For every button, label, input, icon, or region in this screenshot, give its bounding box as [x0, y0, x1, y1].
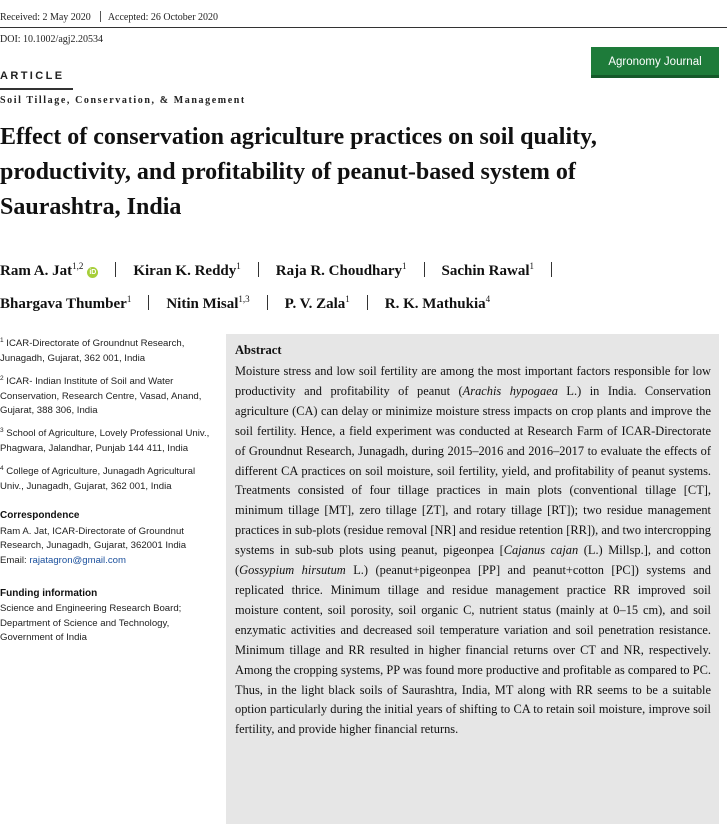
author[interactable]: Raja R. Choudhary$^1$: [275, 261, 407, 279]
received-date: Received: 2 May 2020: [0, 12, 91, 23]
author[interactable]: P. V. Zala$^1$: [284, 294, 350, 312]
affiliation: $^4$ College of Agriculture, Junagadh Agricultural Univ., Junagadh, Gujarat, 362 001, India: [0, 465, 196, 492]
article-type-rule: [0, 88, 73, 90]
correspondence-text: Ram A. Jat, ICAR-Directorate of Groundnut Research, Junagadh, Gujarat, 362001 India: [0, 525, 187, 552]
article-title: Effect of conservation agriculture practices on soil quality, productivity, and profitability of peanut-based system of Saurashtra, India: [0, 124, 597, 220]
author[interactable]: Sachin Rawal$^1$: [441, 261, 534, 279]
funding-heading: Funding information: [0, 588, 98, 600]
author-divider: [367, 295, 368, 310]
author[interactable]: Kiran K. Reddy$^1$: [133, 261, 241, 279]
divider: [100, 11, 101, 22]
article-type-label: ARTICLE: [0, 70, 65, 82]
author[interactable]: R. K. Mathukia$^4$: [384, 294, 491, 312]
accepted-date: Accepted: 26 October 2020: [107, 12, 219, 23]
author-divider: [148, 295, 149, 310]
author-list: [0, 252, 728, 318]
journal-name-badge[interactable]: Agronomy Journal: [591, 47, 719, 78]
orcid-icon[interactable]: iD: [89, 269, 97, 276]
affiliation: $^1$ ICAR-Directorate of Groundnut Research, Junagadh, Gujarat, 362 001, India: [0, 337, 185, 364]
abstract-text: Moisture stress and low soil fertility are among the most important factors responsible for low productivity and profitability of peanut (Arachis hypogaea L.) in India. Conservation agriculture (CA) can delay or minimize moisture stress impacts on crop plants and improve the soil fertility. Hence, a field experiment was conducted at Research Farm of ICAR-Directorate of Groundnut Research, Junagadh, during 2015–2016 and 2016–2017 to evaluate the effects of different CA practices on soil moisture, soil fertility, yield, and profitability of peanut systems. Treatments consisted of four tillage practices in main plots (conventional tillage [CT], minimum tillage [MT], zero tillage [ZT], and rotary tillage [RT]); two residue management practices in sub-plots (residue removal [NR] and residue retention [RR]), and two intercropping systems in sub-sub plots using peanut, pigeonpea [Cajanus cajan (L.) Millsp.], and cotton (Gossypium hirsutum L.) (peanut+pigeonpea [PP] and peanut+cotton [PC]) systems and replicated thrice. Minimum tillage and residue management practice RR improved soil moisture content, soil porosity, soil organic C, nutrient status (mainly at 0–15 cm), and soil enzymatic activities and decreased soil temperature variation and soil penetration resistance. Minimum tillage and RR resulted in higher financial returns over CT and NR, respectively. Among the cropping systems, PP was found more productive and profitable as compared to PC. Thus, in the light black soils of Saurashtra, India, MT along with RR seems to be a suitable option particularly during the initial years of shifting to CA to retain soil moisture, improve soil fertility, and provide higher financial returns.: [235, 364, 711, 737]
author[interactable]: Ram A. Jat$^{1,2}$iD: [0, 261, 97, 279]
funding-text: Science and Engineering Research Board; Department of Science and Technology, Government of India: [0, 603, 182, 644]
doi[interactable]: DOI: 10.1002/agj2.20534: [0, 34, 104, 45]
header-rule: [0, 27, 727, 28]
author-divider: [115, 262, 116, 277]
side-column: [0, 334, 210, 646]
author-divider: [267, 295, 268, 310]
author-divider: [424, 262, 425, 277]
author[interactable]: Nitin Misal$^{1,3}$: [166, 294, 250, 312]
author-divider: [258, 262, 259, 277]
abstract-box: [226, 334, 719, 824]
section-label: Soil Tillage, Conservation, & Management: [0, 95, 246, 106]
author[interactable]: Bhargava Thumber$^1$: [0, 294, 132, 312]
received-accepted-line: [0, 11, 218, 23]
correspondence-heading: Correspondence: [0, 510, 80, 522]
author-divider: [551, 262, 552, 277]
abstract-heading: Abstract: [235, 343, 282, 357]
email-link[interactable]: rajatagron@gmail.com: [29, 554, 126, 566]
affiliation: $^3$ School of Agriculture, Lovely Professional Univ., Phagwara, Jalandhar, Punjab 144 411, India: [0, 427, 210, 454]
affiliation: $^2$ ICAR- Indian Institute of Soil and Water Conservation, Research Centre, Vasad, Anand, Gujarat, 388 306, India: [0, 375, 202, 416]
correspondence-email-line: Email: rajatagron@gmail.com: [0, 554, 126, 566]
